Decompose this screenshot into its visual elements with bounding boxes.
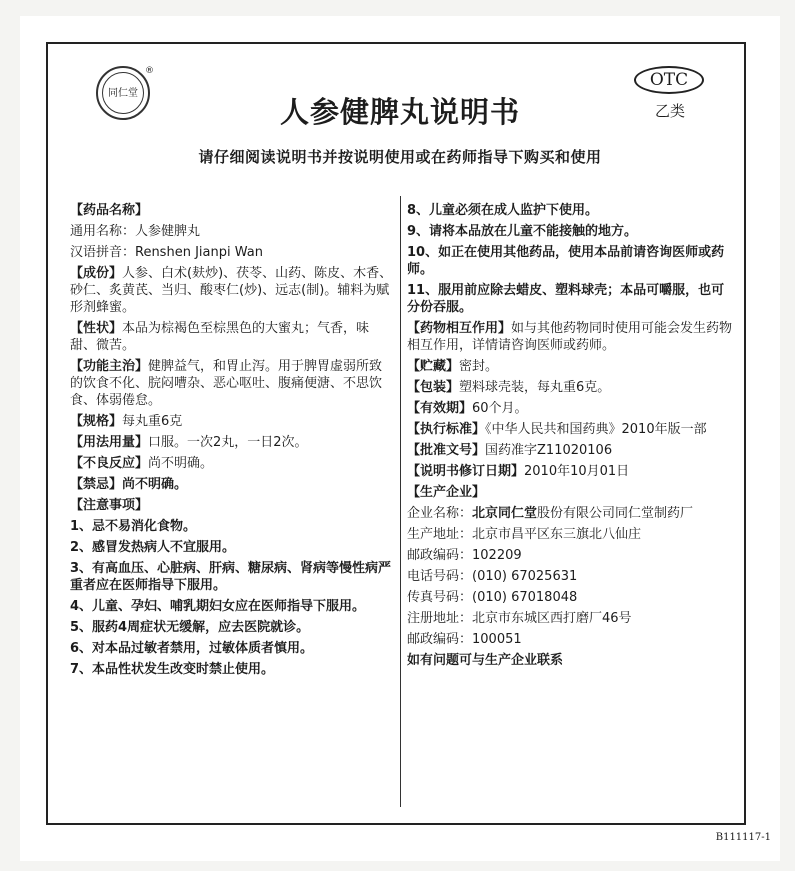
standard-text: 《中华人民共和国药典》2010年版一部 [485, 422, 707, 437]
company-rest: 股份有限公司同仁堂制药厂 [537, 506, 694, 521]
precaution-item: 11、服用前应除去蜡皮、塑料球壳；本品可嚼服，也可分份吞服。 [407, 283, 725, 315]
precaution-item: 5、服药4周症状无缓解，应去医院就诊。 [70, 620, 310, 635]
postcode: 邮政编码：102209 [407, 548, 522, 563]
ingredients-section [70, 265, 395, 316]
column-divider [400, 196, 401, 807]
precaution-item: 8、儿童必须在成人监护下使用。 [407, 203, 599, 218]
properties-heading: 【性状】 [70, 321, 123, 336]
interactions-section [407, 320, 737, 354]
adverse-text: 尚不明确。 [148, 456, 214, 471]
package-section [407, 379, 737, 396]
precaution-item: 4、儿童、孕妇、哺乳期妇女应在医师指导下服用。 [70, 599, 366, 614]
print-code: B111117-1 [715, 832, 771, 843]
validity-heading: 【有效期】 [407, 401, 473, 416]
storage-heading: 【贮藏】 [407, 359, 460, 374]
precautions-heading: 【注意事项】 [70, 498, 149, 513]
indications-heading: 【功能主治】 [70, 359, 149, 374]
contact-note: 如有问题可与生产企业联系 [407, 653, 564, 668]
storage-section [407, 358, 737, 375]
logo-text: 同仁堂 [102, 72, 144, 114]
usage-section [70, 434, 395, 451]
company-brand: 北京同仁堂 [472, 506, 538, 521]
indications-text: 健脾益气，和胃止泻。用于脾胃虚弱所致的饮食不化、脘闷嘈杂、恶心呕吐、腹痛便溏、不思饮食、体弱倦怠。 [70, 359, 383, 408]
pinyin-name: 汉语拼音：Renshen Jianpi Wan [70, 245, 263, 260]
revision-text: 2010年10月01日 [524, 464, 630, 479]
production-address: 生产地址：北京市昌平区东三旗北八仙庄 [407, 527, 642, 542]
precaution-item: 3、有高血压、心脏病、肝病、糖尿病、肾病等慢性病严重者应在医师指导下服用。 [70, 561, 392, 593]
generic-name: 通用名称：人参健脾丸 [70, 224, 201, 239]
manufacturer-heading: 【生产企业】 [407, 485, 486, 500]
phone-number: 电话号码：(010) 67025631 [407, 569, 578, 584]
interactions-text: 如与其他药物同时使用可能会发生药物相互作用，详情请咨询医师或药师。 [407, 321, 733, 353]
package-heading: 【包装】 [407, 380, 460, 395]
interactions-heading: 【药物相互作用】 [407, 321, 512, 336]
indications-section [70, 358, 395, 409]
adverse-heading: 【不良反应】 [70, 456, 149, 471]
precaution-item: 10、如正在使用其他药品，使用本品前请咨询医师或药师。 [407, 245, 725, 277]
fax-number: 传真号码：(010) 67018048 [407, 590, 578, 605]
approval-section [407, 442, 737, 459]
approval-text: 国药准字Z11020106 [485, 443, 613, 458]
precaution-item: 9、请将本品放在儿童不能接触的地方。 [407, 224, 638, 239]
standard-section [407, 421, 737, 438]
registered-mark: ® [145, 66, 154, 76]
validity-section [407, 400, 737, 417]
revision-heading: 【说明书修订日期】 [407, 464, 525, 479]
precaution-item: 7、本品性状发生改变时禁止使用。 [70, 662, 275, 677]
registered-postcode: 邮政编码：100051 [407, 632, 522, 647]
standard-heading: 【执行标准】 [407, 422, 486, 437]
contra-heading: 【禁忌】 [70, 477, 123, 492]
usage-notice: 请仔细阅读说明书并按说明使用或在药师指导下购买和使用 [198, 148, 602, 166]
validity-text: 60个月。 [472, 401, 528, 416]
tongrentang-logo [96, 66, 150, 120]
ingredients-heading: 【成份】 [70, 266, 123, 281]
properties-section [70, 320, 395, 354]
precaution-item: 1、忌不易消化食物。 [70, 519, 197, 534]
spec-heading: 【规格】 [70, 414, 123, 429]
right-column [407, 202, 737, 669]
adverse-section [70, 455, 395, 472]
ingredients-text: 人参、白术(麸炒)、茯苓、山药、陈皮、木香、砂仁、炙黄芪、当归、酸枣仁(炒)、远志(制)。辅料为赋形剂蜂蜜。 [70, 266, 393, 315]
spec-section [70, 413, 395, 430]
precaution-item: 2、感冒发热病人不宜服用。 [70, 540, 236, 555]
company-label: 企业名称： [407, 506, 473, 521]
properties-text: 本品为棕褐色至棕黑色的大蜜丸；气香，味甜、微苦。 [70, 321, 370, 353]
otc-badge: OTC [634, 66, 704, 94]
page-title: 人参健脾丸说明书 [279, 95, 520, 129]
precaution-item: 6、对本品过敏者禁用，过敏体质者慎用。 [70, 641, 314, 656]
left-column [70, 202, 395, 678]
drug-name-heading: 【药品名称】 [70, 203, 149, 218]
storage-text: 密封。 [459, 359, 499, 374]
contra-section [70, 476, 395, 493]
contra-text: 尚不明确。 [122, 477, 188, 492]
usage-text: 口服。一次2丸，一日2次。 [148, 435, 308, 450]
revision-section [407, 463, 737, 480]
approval-heading: 【批准文号】 [407, 443, 486, 458]
package-text: 塑料球壳装，每丸重6克。 [459, 380, 611, 395]
usage-heading: 【用法用量】 [70, 435, 149, 450]
company-name [407, 505, 737, 522]
spec-text: 每丸重6克 [122, 414, 183, 429]
otc-class-label: 乙类 [654, 102, 685, 120]
registered-address: 注册地址：北京市东城区西打磨厂46号 [407, 611, 632, 626]
